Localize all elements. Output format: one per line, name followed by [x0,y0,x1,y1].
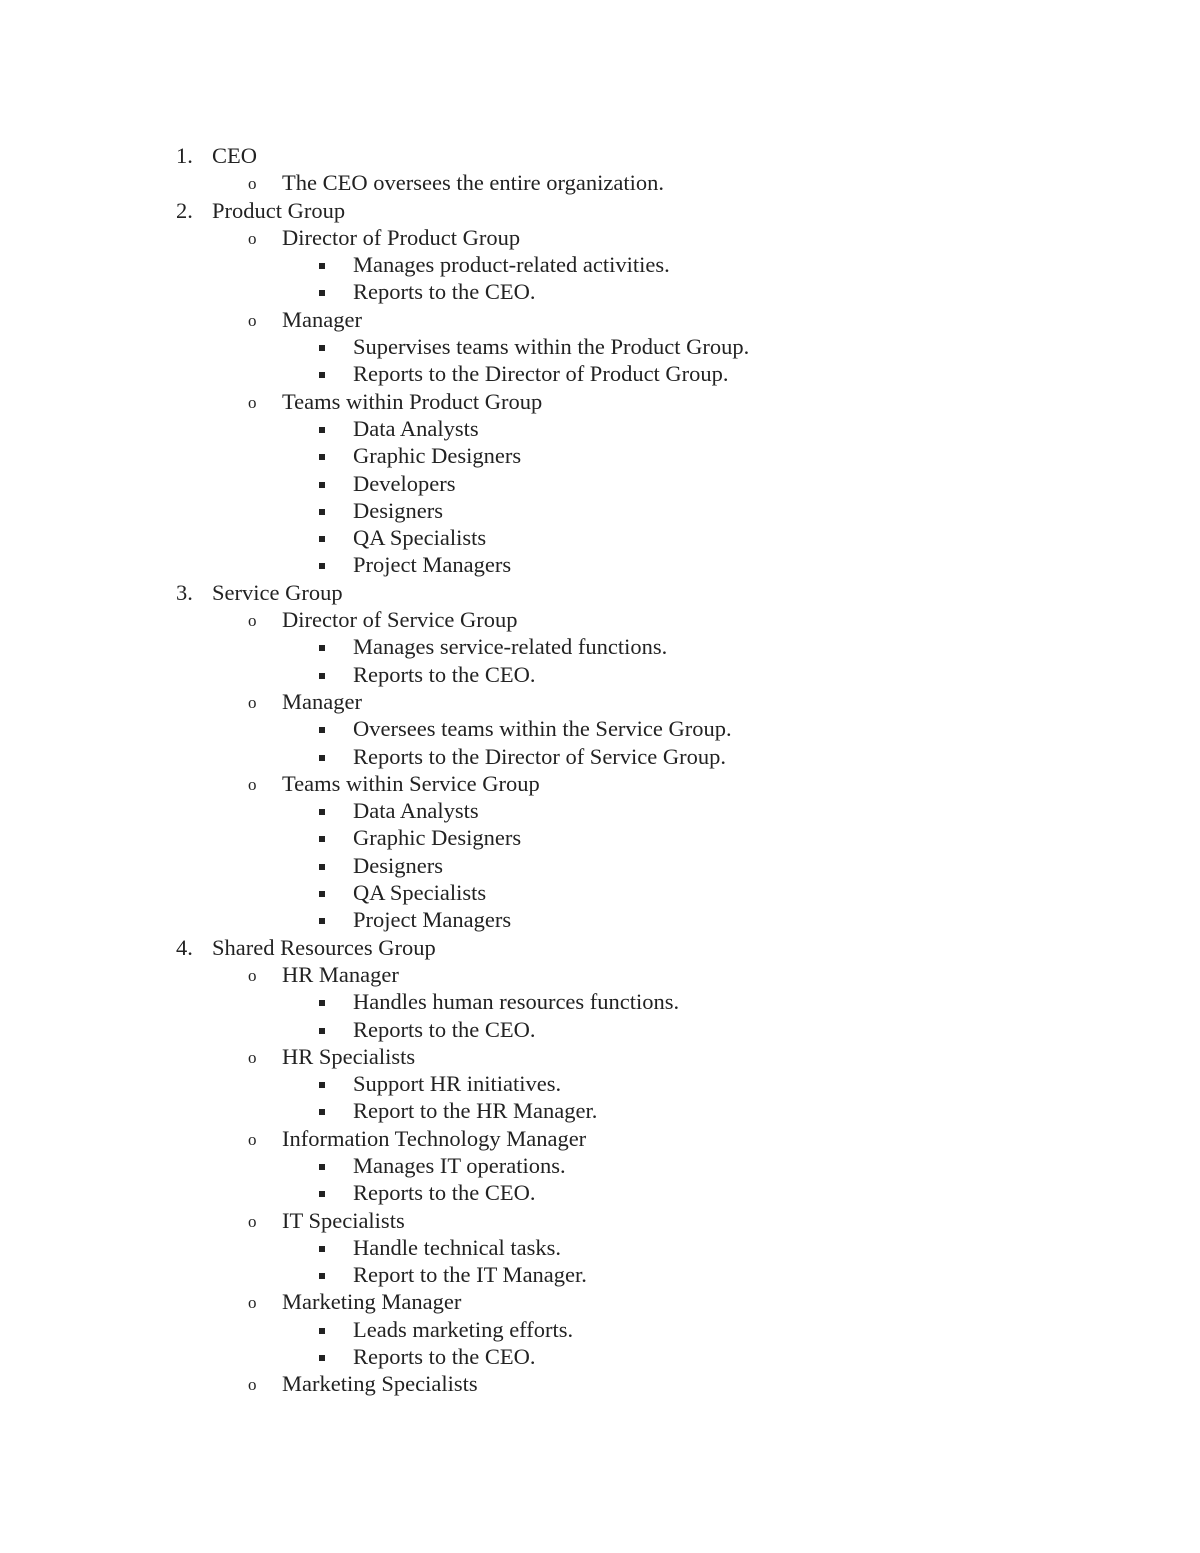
detail-item [0,1016,1200,1043]
section-heading [0,579,1200,606]
detail-item [0,524,1200,551]
list-item-text: Handles human resources functions. [353,989,680,1015]
list-item-text: Reports to the CEO. [353,1180,536,1206]
list-item-text: Information Technology Manager [282,1125,587,1151]
list-item-text: Manages IT operations. [353,1152,566,1178]
hollow-bullet-icon: o [248,174,257,194]
list-item-text: Manages product-related activities. [353,252,670,278]
subsection-item [0,388,1200,415]
detail-item [0,824,1200,851]
detail-item [0,1179,1200,1206]
square-bullet-icon [319,1273,325,1279]
list-item-text: Leads marketing efforts. [353,1316,574,1342]
list-item-text: The CEO oversees the entire organization. [282,170,664,196]
square-bullet-icon [319,290,325,296]
detail-item [0,743,1200,770]
list-item-text: Data Analysts [353,415,479,441]
detail-item [0,1343,1200,1370]
list-item-text: Reports to the CEO. [353,1344,536,1370]
list-item-text: Graphic Designers [353,443,522,469]
square-bullet-icon [319,345,325,351]
list-item-text: Manager [282,306,362,332]
square-bullet-icon [319,536,325,542]
detail-item [0,470,1200,497]
list-item-text: Designers [353,497,443,523]
subsection-item [0,961,1200,988]
list-item-text: Director of Product Group [282,224,521,250]
square-bullet-icon [319,673,325,679]
square-bullet-icon [319,427,325,433]
detail-item [0,551,1200,578]
detail-item [0,879,1200,906]
list-item-text: Product Group [212,197,346,223]
detail-item [0,1070,1200,1097]
list-item-text: Director of Service Group [282,607,518,633]
list-item-text: Shared Resources Group [212,934,436,960]
list-item-text: Data Analysts [353,798,479,824]
square-bullet-icon [319,1328,325,1334]
list-item-text: IT Specialists [282,1207,405,1233]
list-item-text: Handle technical tasks. [353,1234,562,1260]
hollow-bullet-icon: o [248,1129,257,1149]
square-bullet-icon [319,509,325,515]
square-bullet-icon [319,1028,325,1034]
detail-item [0,661,1200,688]
list-item-text: Developers [353,470,456,496]
list-item-text: CEO [212,143,257,168]
square-bullet-icon [319,454,325,460]
square-bullet-icon [319,727,325,733]
detail-item [0,360,1200,387]
detail-item [0,852,1200,879]
list-item-text: Manages service-related functions. [353,634,668,660]
square-bullet-icon [319,1164,325,1170]
list-item-text: Oversees teams within the Service Group. [353,716,732,742]
hollow-bullet-icon: o [248,1047,257,1067]
square-bullet-icon [319,372,325,378]
detail-item [0,251,1200,278]
detail-item [0,333,1200,360]
hollow-bullet-icon: o [248,965,257,985]
list-item-text: Project Managers [353,907,512,933]
subsection-item [0,1043,1200,1070]
subsection-item [0,1288,1200,1315]
section-heading [0,934,1200,961]
list-item-text: Manager [282,688,362,714]
hollow-bullet-icon: o [248,1293,257,1313]
square-bullet-icon [319,563,325,569]
detail-item [0,633,1200,660]
list-item-text: HR Manager [282,961,399,987]
detail-item [0,1261,1200,1288]
hollow-bullet-icon: o [248,1375,257,1395]
subsection-item [0,688,1200,715]
section-heading [0,142,1200,169]
subsection-item [0,1370,1200,1397]
subsection-item [0,606,1200,633]
list-item-text: Reports to the CEO. [353,279,536,305]
detail-item [0,1234,1200,1261]
detail-item [0,1097,1200,1124]
square-bullet-icon [319,1000,325,1006]
list-item-text: Project Managers [353,552,512,578]
hollow-bullet-icon: o [248,392,257,412]
square-bullet-icon [319,645,325,651]
hollow-bullet-icon: o [248,1211,257,1231]
detail-item [0,988,1200,1015]
document-outline [0,142,1200,1398]
list-item-text: Reports to the Director of Service Group. [353,743,727,769]
square-bullet-icon [319,918,325,924]
list-item-text: Reports to the CEO. [353,661,536,687]
detail-item [0,442,1200,469]
hollow-bullet-icon: o [248,692,257,712]
square-bullet-icon [319,836,325,842]
list-item-text: Marketing Specialists [282,1371,478,1397]
hollow-bullet-icon: o [248,310,257,330]
square-bullet-icon [319,1191,325,1197]
square-bullet-icon [319,1246,325,1252]
square-bullet-icon [319,1355,325,1361]
list-item-text: Supervises teams within the Product Group. [353,334,750,360]
detail-item [0,1316,1200,1343]
list-item-text: Graphic Designers [353,825,522,851]
hollow-bullet-icon: o [248,774,257,794]
detail-item [0,1152,1200,1179]
list-item-text: Reports to the CEO. [353,1016,536,1042]
square-bullet-icon [319,891,325,897]
detail-item [0,906,1200,933]
detail-item [0,497,1200,524]
subsection-item [0,169,1200,196]
list-number: 3. [176,579,193,605]
subsection-item [0,770,1200,797]
square-bullet-icon [319,1109,325,1115]
list-item-text: QA Specialists [353,880,487,906]
list-item-text: Teams within Product Group [282,388,543,414]
square-bullet-icon [319,809,325,815]
square-bullet-icon [319,1082,325,1088]
list-item-text: Report to the IT Manager. [353,1262,587,1288]
subsection-item [0,1207,1200,1234]
list-item-text: QA Specialists [353,525,487,551]
square-bullet-icon [319,864,325,870]
section-heading [0,197,1200,224]
subsection-item [0,306,1200,333]
detail-item [0,415,1200,442]
detail-item [0,797,1200,824]
list-item-text: Teams within Service Group [282,770,540,796]
detail-item [0,278,1200,305]
subsection-item [0,1125,1200,1152]
square-bullet-icon [319,755,325,761]
square-bullet-icon [319,482,325,488]
list-item-text: Marketing Manager [282,1289,462,1315]
subsection-item [0,224,1200,251]
list-number: 4. [176,934,193,960]
detail-item [0,715,1200,742]
hollow-bullet-icon: o [248,611,257,631]
hollow-bullet-icon: o [248,228,257,248]
list-number: 1. [176,143,193,168]
list-item-text: Reports to the Director of Product Group. [353,361,729,387]
list-item-text: Report to the HR Manager. [353,1098,598,1124]
list-number: 2. [176,197,193,223]
list-item-text: Support HR initiatives. [353,1071,562,1097]
list-item-text: HR Specialists [282,1043,416,1069]
list-item-text: Designers [353,852,443,878]
list-item-text: Service Group [212,579,343,605]
square-bullet-icon [319,263,325,269]
